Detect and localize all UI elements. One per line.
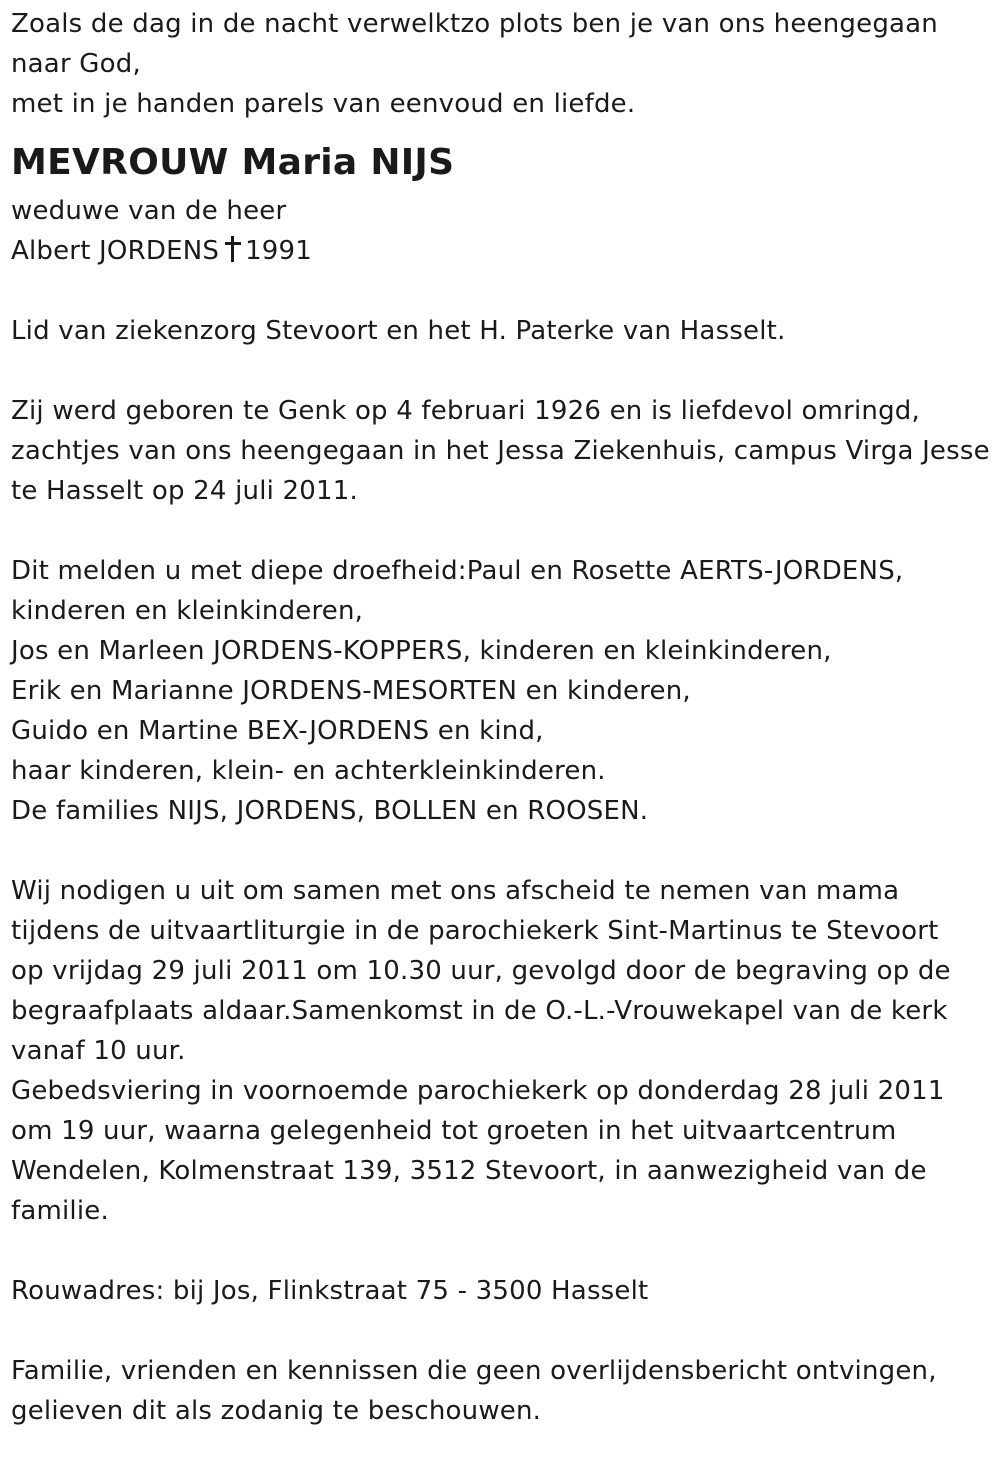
spouse-name: Albert JORDENS — [11, 236, 220, 266]
announcement-line: De families NIJS, JORDENS, BOLLEN en ROOSEN. — [11, 796, 649, 826]
birth-death-line: zachtjes van ons heengegaan in het Jessa Ziekenhuis, campus Virga Jesse — [11, 436, 990, 466]
announcement-line: Erik en Marianne JORDENS-MESORTEN en kinderen, — [11, 676, 691, 706]
poem-line: naar God, — [11, 49, 141, 79]
announcement-line: haar kinderen, klein- en achterkleinkinderen. — [11, 756, 606, 786]
spouse-line — [11, 231, 991, 271]
announcement-line: Jos en Marleen JORDENS-KOPPERS, kinderen en kleinkinderen, — [11, 636, 832, 666]
invitation-line: Wij nodigen u uit om samen met ons afscheid te nemen van mama — [11, 876, 900, 906]
poem — [11, 4, 991, 124]
invitation-line: vanaf 10 uur. — [11, 1036, 186, 1066]
invitation-line: Wendelen, Kolmenstraat 139, 3512 Stevoort, in aanwezigheid van de — [11, 1156, 927, 1186]
invitation-line: familie. — [11, 1196, 109, 1226]
birth-death-paragraph — [11, 391, 991, 511]
invitation-line: om 19 uur, waarna gelegenheid tot groeten in het uitvaartcentrum — [11, 1116, 897, 1146]
cross-icon — [225, 236, 241, 262]
invitation-paragraph — [11, 871, 991, 1231]
announcement-line: kinderen en kleinkinderen, — [11, 596, 364, 626]
closing-paragraph — [11, 1351, 991, 1431]
invitation-line: op vrijdag 29 juli 2011 om 10.30 uur, gevolgd door de begraving op de — [11, 956, 951, 986]
deceased-name: MEVROUW Maria NIJS — [11, 142, 455, 183]
mourning-address: Rouwadres: bij Jos, Flinkstraat 75 - 3500 Hasselt — [11, 1276, 649, 1306]
membership-text: Lid van ziekenzorg Stevoort en het H. Paterke van Hasselt. — [11, 316, 786, 346]
announcement-paragraph — [11, 551, 991, 831]
poem-line: met in je handen parels van eenvoud en liefde. — [11, 89, 636, 119]
relation-text: weduwe van de heer — [11, 196, 287, 226]
birth-death-line: Zij werd geboren te Genk op 4 februari 1926 en is liefdevol omringd, — [11, 396, 920, 426]
birth-death-line: te Hasselt op 24 juli 2011. — [11, 476, 358, 506]
obituary-notice — [11, 4, 991, 1431]
invitation-line: begraafplaats aldaar.Samenkomst in de O.-L.-Vrouwekapel van de kerk — [11, 996, 948, 1026]
announcement-line: Dit melden u met diepe droefheid:Paul en Rosette AERTS-JORDENS, — [11, 556, 904, 586]
invitation-line: tijdens de uitvaartliturgie in de parochiekerk Sint-Martinus te Stevoort — [11, 916, 939, 946]
poem-line: Zoals de dag in de nacht verwelktzo plots ben je van ons heengegaan — [11, 9, 938, 39]
spouse-death-year: 1991 — [245, 236, 313, 266]
invitation-line: Gebedsviering in voornoemde parochiekerk op donderdag 28 juli 2011 — [11, 1076, 945, 1106]
spouse-info — [11, 191, 991, 271]
announcement-line: Guido en Martine BEX-JORDENS en kind, — [11, 716, 544, 746]
closing-line: gelieven dit als zodanig te beschouwen. — [11, 1396, 542, 1426]
closing-line: Familie, vrienden en kennissen die geen overlijdensbericht ontvingen, — [11, 1356, 937, 1386]
